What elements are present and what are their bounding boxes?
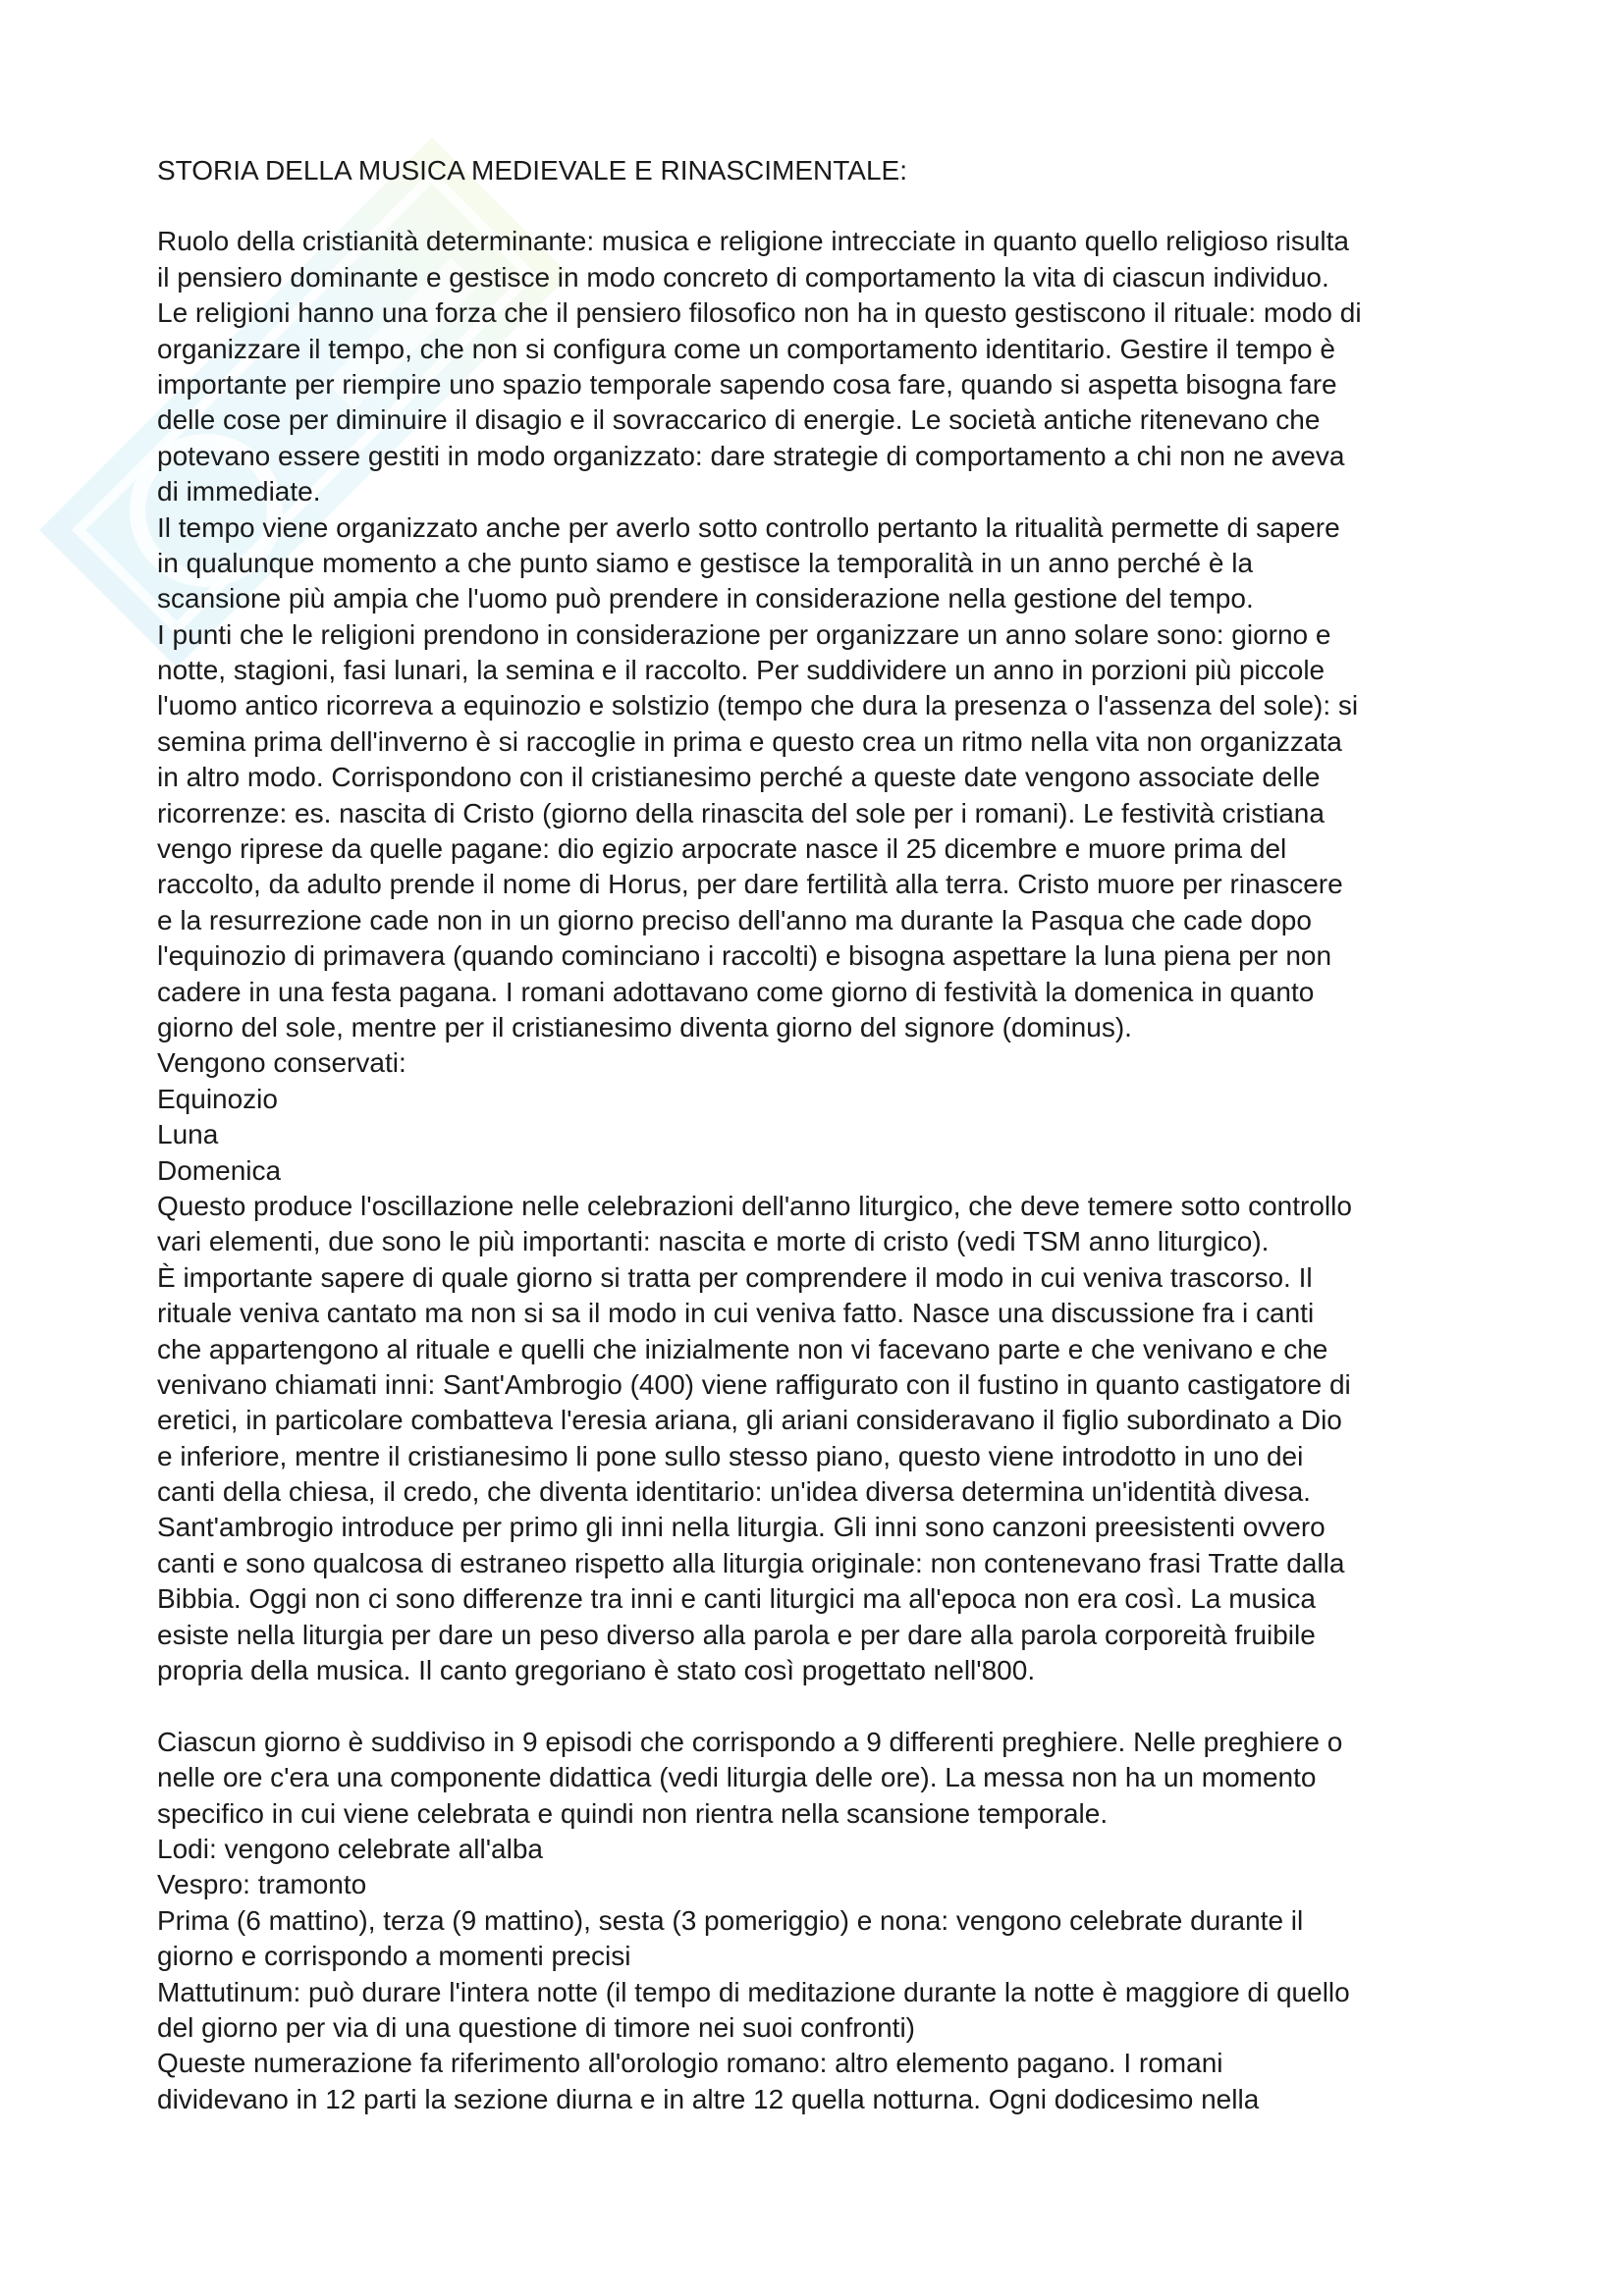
text-line: Questo produce l'oscillazione nelle celebrazioni dell'anno liturgico, che deve temere sotto controllo	[157, 1190, 1352, 1221]
text-line: Bibbia. Oggi non ci sono differenze tra inni e canti liturgici ma all'epoca non era così. La musica	[157, 1583, 1316, 1615]
text-line: vari elementi, due sono le più importanti: nascita e morte di cristo (vedi TSM anno liturgico).	[157, 1226, 1270, 1257]
text-line: il pensiero dominante e gestisce in modo concreto di comportamento la vita di ciascun individuo.	[157, 261, 1329, 293]
text-line: Prima (6 mattino), terza (9 mattino), sesta (3 pomeriggio) e nona: vengono celebrate durante il	[157, 1904, 1304, 1936]
text-line: raccolto, da adulto prende il nome di Horus, per dare fertilità alla terra. Cristo muore per rinascere	[157, 869, 1343, 900]
text-line: canti e sono qualcosa di estraneo rispetto alla liturgia originale: non contenevano frasi Tratte dalla	[157, 1547, 1345, 1578]
text-line: rituale veniva cantato ma non si sa il modo in cui veniva fatto. Nasce una discussione fra i canti	[157, 1298, 1315, 1329]
text-line: organizzare il tempo, che non si configura come un comportamento identitario. Gestire il tempo è	[157, 333, 1335, 364]
text-line: in altro modo. Corrispondono con il cristianesimo perché a queste date vengono associate delle	[157, 762, 1321, 793]
text-line: e la resurrezione cade non in un giorno preciso dell'anno ma durante la Pasqua che cade dopo	[157, 904, 1312, 935]
text-line: importante per riempire uno spazio temporale sapendo cosa fare, quando si aspetta bisogna fare	[157, 368, 1337, 400]
text-line: Vespro: tramonto	[157, 1869, 367, 1900]
text-line: venivano chiamati inni: Sant'Ambrogio (400) viene raffigurato con il fustino in quanto castigatore di	[157, 1368, 1351, 1400]
paragraph-1	[157, 224, 1502, 1688]
text-line: che appartengono al rituale e quelli che inizialmente non vi facevano parte e che venivano e che	[157, 1333, 1328, 1364]
document-body	[157, 153, 1502, 2117]
text-line: esiste nella liturgia per dare un peso diverso alla parola e per dare alla parola corporeità fruibile	[157, 1619, 1316, 1650]
text-line: in qualunque momento a che punto siamo e gestisce la temporalità in un anno perché è la	[157, 547, 1254, 578]
text-line: Mattutinum: può durare l'intera notte (il tempo di meditazione durante la notte è maggiore di quello	[157, 1976, 1350, 2007]
text-line: e inferiore, mentre il cristianesimo li pone sullo stesso piano, questo viene introdotto in uno dei	[157, 1440, 1304, 1471]
text-line: specifico in cui viene celebrata e quindi non rientra nella scansione temporale.	[157, 1797, 1109, 1829]
text-line: Equinozio	[157, 1083, 278, 1114]
text-line: Le religioni hanno una forza che il pensiero filosofico non ha in questo gestiscono il rituale: modo di	[157, 297, 1362, 329]
text-line: vengo riprese da quelle pagane: dio egizio arpocrate nasce il 25 dicembre e muore prima del	[157, 833, 1287, 865]
text-line: canti della chiesa, il credo, che diventa identitario: un'idea diversa determina un'identità divesa.	[157, 1476, 1311, 1508]
text-line: cadere in una festa pagana. I romani adottavano come giorno di festività la domenica in quanto	[157, 976, 1315, 1007]
text-line: l'uomo antico ricorreva a equinozio e solstizio (tempo che dura la presenza o l'assenza del sole): si	[157, 690, 1359, 721]
text-line: del giorno per via di una questione di timore nei suoi confronti)	[157, 2011, 916, 2043]
text-line: Domenica	[157, 1154, 282, 1186]
text-line: nelle ore c'era una componente didattica (vedi liturgia delle ore). La messa non ha un momento	[157, 1762, 1317, 1793]
text-line: di immediate.	[157, 476, 321, 507]
text-line: potevano essere gestiti in modo organizzato: dare strategie di comportamento a chi non ne aveva	[157, 440, 1345, 471]
text-line: Vengono conservati:	[157, 1047, 406, 1079]
text-line: Ruolo della cristianità determinante: musica e religione intrecciate in quanto quello religioso risulta	[157, 226, 1349, 257]
text-line: giorno e corrispondo a momenti precisi	[157, 1941, 631, 1972]
text-line: Lodi: vengono celebrate all'alba	[157, 1833, 543, 1864]
text-line: scansione più ampia che l'uomo può prendere in considerazione nella gestione del tempo.	[157, 583, 1254, 614]
paragraph-spacer	[157, 1688, 1502, 1724]
document-title: STORIA DELLA MUSICA MEDIEVALE E RINASCIMENTALE:	[157, 155, 907, 186]
text-line: Sant'ambrogio introduce per primo gli inni nella liturgia. Gli inni sono canzoni preesistenti ovvero	[157, 1512, 1326, 1543]
text-line: giorno del sole, mentre per il cristianesimo diventa giorno del signore (dominus).	[157, 1011, 1132, 1042]
text-line: l'equinozio di primavera (quando cominciano i raccolti) e bisogna aspettare la luna piena per non	[157, 940, 1332, 972]
paragraph-2	[157, 1725, 1502, 2117]
text-line: Luna	[157, 1119, 219, 1150]
text-line: notte, stagioni, fasi lunari, la semina e il raccolto. Per suddividere un anno in porzioni più piccole	[157, 655, 1326, 686]
text-line: delle cose per diminuire il disagio e il sovraccarico di energie. Le società antiche ritenevano che	[157, 404, 1321, 436]
text-line: Queste numerazione fa riferimento all'orologio romano: altro elemento pagano. I romani	[157, 2048, 1223, 2079]
text-line: Ciascun giorno è suddiviso in 9 episodi che corrispondo a 9 differenti preghiere. Nelle preghiere o	[157, 1726, 1343, 1757]
text-line: ricorrenze: es. nascita di Cristo (giorno della rinascita del sole per i romani). Le festività cristiana	[157, 797, 1325, 828]
text-line: semina prima dell'inverno è si raccoglie in prima e questo crea un ritmo nella vita non organizzata	[157, 725, 1342, 757]
text-line: Il tempo viene organizzato anche per averlo sotto controllo pertanto la ritualità permette di sapere	[157, 511, 1340, 543]
text-line: eretici, in particolare combatteva l'eresia ariana, gli ariani consideravano il figlio subordinato a Dio	[157, 1405, 1342, 1436]
text-line: I punti che le religioni prendono in considerazione per organizzare un anno solare sono: giorno e	[157, 618, 1331, 650]
text-line: propria della musica. Il canto gregoriano è stato così progettato nell'800.	[157, 1655, 1036, 1686]
text-line: È importante sapere di quale giorno si tratta per comprendere il modo in cui veniva trascorso. Il	[157, 1261, 1313, 1293]
text-line: dividevano in 12 parti la sezione diurna e in altre 12 quella notturna. Ogni dodicesimo nella	[157, 2083, 1260, 2114]
